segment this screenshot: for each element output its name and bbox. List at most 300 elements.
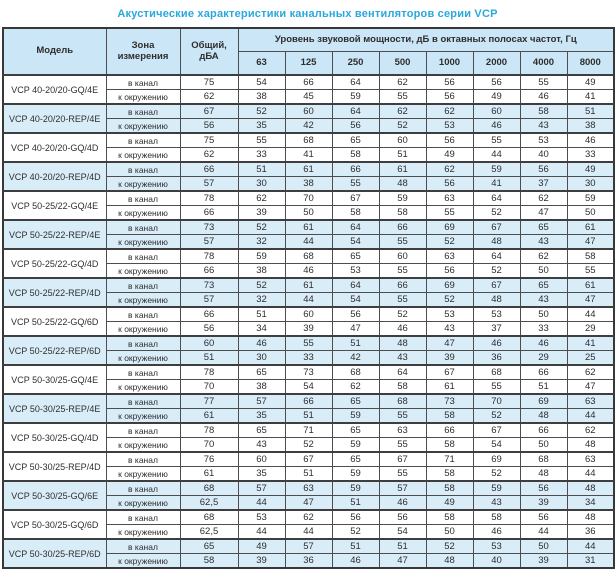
- sound-level-cell: 40: [473, 554, 520, 569]
- sound-level-cell: 65: [332, 423, 379, 438]
- sound-level-cell: 71: [426, 452, 473, 467]
- table-row: [3, 133, 614, 148]
- table-row: [3, 481, 614, 496]
- sound-level-cell: 55: [379, 409, 426, 424]
- column-header-frequency: 2000: [473, 52, 520, 76]
- total-dba-cell: 56: [180, 119, 238, 134]
- sound-level-cell: 38: [238, 380, 285, 395]
- model-cell: VCP 50-25/22-REP/4E: [3, 220, 106, 249]
- sound-level-cell: 56: [520, 510, 567, 525]
- sound-level-cell: 33: [285, 351, 332, 366]
- zone-cell: к окружению: [106, 438, 180, 453]
- sound-level-cell: 53: [238, 510, 285, 525]
- total-dba-cell: 65: [180, 539, 238, 554]
- zone-cell: в канал: [106, 162, 180, 177]
- sound-level-cell: 32: [238, 293, 285, 308]
- sound-level-cell: 58: [426, 467, 473, 482]
- sound-level-cell: 44: [238, 496, 285, 511]
- sound-level-cell: 43: [238, 438, 285, 453]
- sound-level-cell: 51: [332, 539, 379, 554]
- total-dba-cell: 57: [180, 293, 238, 308]
- column-header-frequency: 8000: [567, 52, 614, 76]
- table-row: [3, 191, 614, 206]
- sound-level-cell: 55: [379, 264, 426, 279]
- sound-level-cell: 29: [567, 322, 614, 337]
- acoustic-characteristics-table: [2, 27, 615, 569]
- sound-level-cell: 38: [567, 119, 614, 134]
- sound-level-cell: 67: [285, 452, 332, 467]
- table-row: [3, 539, 614, 554]
- sound-level-cell: 64: [473, 191, 520, 206]
- sound-level-cell: 51: [379, 148, 426, 163]
- zone-cell: к окружению: [106, 351, 180, 366]
- sound-level-cell: 55: [426, 206, 473, 221]
- sound-level-cell: 46: [332, 554, 379, 569]
- total-dba-cell: 76: [180, 452, 238, 467]
- sound-level-cell: 47: [567, 293, 614, 308]
- sound-level-cell: 34: [238, 322, 285, 337]
- sound-level-cell: 65: [332, 249, 379, 264]
- sound-level-cell: 60: [379, 133, 426, 148]
- sound-level-cell: 58: [426, 481, 473, 496]
- sound-level-cell: 48: [520, 409, 567, 424]
- sound-level-cell: 47: [567, 380, 614, 395]
- sound-level-cell: 62: [332, 380, 379, 395]
- model-cell: VCP 50-30/25-GQ/6E: [3, 481, 106, 510]
- sound-level-cell: 61: [285, 278, 332, 293]
- sound-level-cell: 35: [238, 119, 285, 134]
- sound-level-cell: 62: [520, 191, 567, 206]
- total-dba-cell: 68: [180, 481, 238, 496]
- total-dba-cell: 56: [180, 322, 238, 337]
- sound-level-cell: 32: [238, 235, 285, 250]
- sound-level-cell: 63: [379, 423, 426, 438]
- sound-level-cell: 55: [473, 380, 520, 395]
- zone-cell: к окружению: [106, 148, 180, 163]
- sound-level-cell: 62: [379, 104, 426, 119]
- sound-level-cell: 55: [285, 336, 332, 351]
- sound-level-cell: 58: [379, 206, 426, 221]
- sound-level-cell: 58: [426, 510, 473, 525]
- sound-level-cell: 69: [426, 220, 473, 235]
- sound-level-cell: 47: [567, 235, 614, 250]
- sound-level-cell: 52: [238, 278, 285, 293]
- sound-level-cell: 64: [332, 278, 379, 293]
- sound-level-cell: 68: [379, 394, 426, 409]
- sound-level-cell: 53: [473, 307, 520, 322]
- total-dba-cell: 78: [180, 191, 238, 206]
- sound-level-cell: 70: [473, 394, 520, 409]
- sound-level-cell: 56: [520, 481, 567, 496]
- sound-level-cell: 58: [379, 380, 426, 395]
- sound-level-cell: 59: [567, 191, 614, 206]
- zone-cell: к окружению: [106, 206, 180, 221]
- column-header-frequency: 250: [332, 52, 379, 76]
- sound-level-cell: 65: [332, 394, 379, 409]
- sound-level-cell: 50: [520, 438, 567, 453]
- sound-level-cell: 62: [238, 191, 285, 206]
- sound-level-cell: 37: [520, 177, 567, 192]
- model-cell: VCP 40-20/20-GQ/4E: [3, 75, 106, 104]
- sound-level-cell: 46: [520, 90, 567, 105]
- sound-level-cell: 62: [520, 249, 567, 264]
- sound-level-cell: 65: [520, 278, 567, 293]
- sound-level-cell: 34: [567, 496, 614, 511]
- sound-level-cell: 73: [426, 394, 473, 409]
- sound-level-cell: 62: [567, 423, 614, 438]
- sound-level-cell: 37: [473, 322, 520, 337]
- sound-level-cell: 40: [520, 148, 567, 163]
- sound-level-cell: 48: [379, 177, 426, 192]
- zone-cell: в канал: [106, 481, 180, 496]
- table-row: [3, 162, 614, 177]
- table-row: [3, 104, 614, 119]
- model-cell: VCP 50-25/22-REP/4D: [3, 278, 106, 307]
- sound-level-cell: 57: [379, 481, 426, 496]
- zone-cell: в канал: [106, 133, 180, 148]
- total-dba-cell: 58: [180, 554, 238, 569]
- sound-level-cell: 57: [238, 394, 285, 409]
- sound-level-cell: 51: [238, 162, 285, 177]
- sound-level-cell: 49: [426, 148, 473, 163]
- sound-level-cell: 39: [520, 554, 567, 569]
- sound-level-cell: 62: [426, 162, 473, 177]
- sound-level-cell: 51: [285, 409, 332, 424]
- sound-level-cell: 71: [285, 423, 332, 438]
- sound-level-cell: 73: [285, 365, 332, 380]
- sound-level-cell: 56: [332, 307, 379, 322]
- sound-level-cell: 58: [332, 148, 379, 163]
- sound-level-cell: 35: [238, 409, 285, 424]
- sound-level-cell: 54: [379, 525, 426, 540]
- sound-level-cell: 59: [332, 409, 379, 424]
- total-dba-cell: 68: [180, 510, 238, 525]
- sound-level-cell: 65: [238, 365, 285, 380]
- sound-level-cell: 64: [332, 220, 379, 235]
- sound-level-cell: 43: [520, 119, 567, 134]
- sound-level-cell: 49: [567, 162, 614, 177]
- sound-level-cell: 59: [473, 481, 520, 496]
- sound-level-cell: 41: [473, 177, 520, 192]
- sound-level-cell: 56: [426, 264, 473, 279]
- sound-level-cell: 60: [285, 104, 332, 119]
- sound-level-cell: 64: [332, 75, 379, 90]
- sound-level-cell: 58: [567, 249, 614, 264]
- sound-level-cell: 61: [426, 380, 473, 395]
- total-dba-cell: 62,5: [180, 525, 238, 540]
- total-dba-cell: 78: [180, 423, 238, 438]
- sound-level-cell: 61: [285, 220, 332, 235]
- zone-cell: в канал: [106, 191, 180, 206]
- sound-level-cell: 46: [473, 119, 520, 134]
- sound-level-cell: 69: [473, 452, 520, 467]
- sound-level-cell: 46: [379, 496, 426, 511]
- sound-level-cell: 54: [473, 438, 520, 453]
- column-header-frequency: 4000: [520, 52, 567, 76]
- model-cell: VCP 40-20/20-REP/4E: [3, 104, 106, 133]
- table-row: [3, 336, 614, 351]
- sound-level-cell: 51: [332, 496, 379, 511]
- total-dba-cell: 73: [180, 278, 238, 293]
- sound-level-cell: 47: [332, 322, 379, 337]
- table-row: [3, 510, 614, 525]
- column-header-frequency: 63: [238, 52, 285, 76]
- sound-level-cell: 30: [567, 177, 614, 192]
- sound-level-cell: 46: [567, 133, 614, 148]
- sound-level-cell: 65: [332, 452, 379, 467]
- sound-level-cell: 39: [426, 351, 473, 366]
- table-row: [3, 365, 614, 380]
- sound-level-cell: 33: [567, 148, 614, 163]
- total-dba-cell: 75: [180, 133, 238, 148]
- sound-level-cell: 43: [426, 322, 473, 337]
- sound-level-cell: 52: [473, 264, 520, 279]
- sound-level-cell: 52: [332, 525, 379, 540]
- sound-level-cell: 47: [426, 336, 473, 351]
- total-dba-cell: 60: [180, 336, 238, 351]
- sound-level-cell: 66: [520, 423, 567, 438]
- sound-level-cell: 55: [473, 133, 520, 148]
- sound-level-cell: 67: [332, 191, 379, 206]
- sound-level-cell: 65: [238, 423, 285, 438]
- sound-level-cell: 52: [379, 119, 426, 134]
- column-header-model: Модель: [3, 28, 106, 75]
- zone-cell: к окружению: [106, 322, 180, 337]
- zone-cell: к окружению: [106, 525, 180, 540]
- sound-level-cell: 33: [238, 148, 285, 163]
- sound-level-cell: 44: [238, 525, 285, 540]
- sound-level-cell: 56: [426, 75, 473, 90]
- sound-level-cell: 54: [332, 235, 379, 250]
- sound-level-cell: 70: [285, 191, 332, 206]
- sound-level-cell: 51: [520, 380, 567, 395]
- sound-level-cell: 55: [379, 438, 426, 453]
- sound-level-cell: 60: [238, 452, 285, 467]
- total-dba-cell: 70: [180, 438, 238, 453]
- sound-level-cell: 47: [379, 554, 426, 569]
- total-dba-cell: 66: [180, 206, 238, 221]
- total-dba-cell: 51: [180, 351, 238, 366]
- total-dba-cell: 66: [180, 307, 238, 322]
- sound-level-cell: 66: [426, 423, 473, 438]
- total-dba-cell: 62: [180, 148, 238, 163]
- sound-level-cell: 51: [285, 467, 332, 482]
- sound-level-cell: 39: [285, 322, 332, 337]
- model-cell: VCP 50-30/25-GQ/4D: [3, 423, 106, 452]
- model-cell: VCP 50-30/25-REP/4E: [3, 394, 106, 423]
- sound-level-cell: 54: [285, 380, 332, 395]
- sound-level-cell: 55: [379, 235, 426, 250]
- sound-level-cell: 64: [473, 249, 520, 264]
- sound-level-cell: 49: [567, 75, 614, 90]
- sound-level-cell: 25: [567, 351, 614, 366]
- zone-cell: к окружению: [106, 177, 180, 192]
- sound-level-cell: 61: [285, 162, 332, 177]
- sound-level-cell: 68: [285, 133, 332, 148]
- sound-level-cell: 41: [285, 148, 332, 163]
- sound-level-cell: 49: [238, 539, 285, 554]
- sound-level-cell: 65: [332, 133, 379, 148]
- zone-cell: в канал: [106, 249, 180, 264]
- sound-level-cell: 66: [332, 162, 379, 177]
- zone-cell: в канал: [106, 336, 180, 351]
- sound-level-cell: 44: [285, 525, 332, 540]
- total-dba-cell: 73: [180, 220, 238, 235]
- sound-level-cell: 39: [520, 496, 567, 511]
- sound-level-cell: 47: [520, 206, 567, 221]
- zone-cell: в канал: [106, 365, 180, 380]
- sound-level-cell: 52: [426, 235, 473, 250]
- total-dba-cell: 75: [180, 75, 238, 90]
- sound-level-cell: 31: [567, 554, 614, 569]
- sound-level-cell: 29: [520, 351, 567, 366]
- sound-level-cell: 52: [285, 438, 332, 453]
- sound-level-cell: 62: [426, 104, 473, 119]
- zone-cell: в канал: [106, 104, 180, 119]
- sound-level-cell: 33: [520, 322, 567, 337]
- total-dba-cell: 66: [180, 162, 238, 177]
- zone-cell: в канал: [106, 539, 180, 554]
- sound-level-cell: 54: [238, 75, 285, 90]
- sound-level-cell: 35: [238, 467, 285, 482]
- sound-level-cell: 59: [473, 162, 520, 177]
- table-row: [3, 249, 614, 264]
- sound-level-cell: 68: [473, 365, 520, 380]
- sound-level-cell: 50: [520, 264, 567, 279]
- column-header-frequency: 125: [285, 52, 332, 76]
- sound-level-cell: 48: [379, 336, 426, 351]
- sound-level-cell: 42: [285, 119, 332, 134]
- sound-level-cell: 53: [426, 119, 473, 134]
- sound-level-cell: 59: [332, 481, 379, 496]
- sound-level-cell: 49: [473, 90, 520, 105]
- sound-level-cell: 52: [473, 409, 520, 424]
- sound-level-cell: 44: [567, 409, 614, 424]
- column-header-frequency: 500: [379, 52, 426, 76]
- sound-level-cell: 38: [238, 90, 285, 105]
- sound-level-cell: 30: [238, 351, 285, 366]
- sound-level-cell: 53: [520, 133, 567, 148]
- sound-level-cell: 48: [426, 554, 473, 569]
- sound-level-cell: 55: [238, 133, 285, 148]
- sound-level-cell: 52: [426, 293, 473, 308]
- sound-level-cell: 52: [426, 539, 473, 554]
- total-dba-cell: 57: [180, 177, 238, 192]
- total-dba-cell: 66: [180, 264, 238, 279]
- zone-cell: к окружению: [106, 119, 180, 134]
- sound-level-cell: 68: [285, 249, 332, 264]
- sound-level-cell: 51: [379, 539, 426, 554]
- sound-level-cell: 43: [520, 235, 567, 250]
- column-header-zone: Зона измерения: [106, 28, 180, 75]
- sound-level-cell: 66: [379, 278, 426, 293]
- model-cell: VCP 50-30/25-GQ/6D: [3, 510, 106, 539]
- total-dba-cell: 61: [180, 467, 238, 482]
- sound-level-cell: 67: [473, 278, 520, 293]
- sound-level-cell: 67: [473, 423, 520, 438]
- sound-level-cell: 59: [332, 90, 379, 105]
- sound-level-cell: 65: [520, 220, 567, 235]
- sound-level-cell: 56: [379, 510, 426, 525]
- sound-level-cell: 52: [238, 220, 285, 235]
- zone-cell: к окружению: [106, 293, 180, 308]
- sound-level-cell: 44: [567, 467, 614, 482]
- sound-level-cell: 60: [285, 307, 332, 322]
- sound-level-cell: 60: [379, 249, 426, 264]
- sound-level-cell: 46: [520, 336, 567, 351]
- sound-level-cell: 55: [332, 177, 379, 192]
- sound-level-cell: 56: [426, 90, 473, 105]
- sound-level-cell: 55: [379, 293, 426, 308]
- model-cell: VCP 40-20/20-GQ/4D: [3, 133, 106, 162]
- sound-level-cell: 41: [567, 336, 614, 351]
- table-row: [3, 423, 614, 438]
- sound-level-cell: 59: [332, 438, 379, 453]
- zone-cell: в канал: [106, 452, 180, 467]
- table-header: [3, 28, 614, 75]
- page-title: Акустические характеристики канальных вентиляторов серии VCP: [117, 8, 498, 20]
- sound-level-cell: 48: [473, 235, 520, 250]
- sound-level-cell: 64: [332, 104, 379, 119]
- table-body: [3, 75, 614, 568]
- sound-level-cell: 62: [567, 365, 614, 380]
- sound-level-cell: 42: [332, 351, 379, 366]
- table-row: [3, 394, 614, 409]
- sound-level-cell: 46: [285, 264, 332, 279]
- sound-level-cell: 51: [332, 336, 379, 351]
- zone-cell: к окружению: [106, 380, 180, 395]
- zone-cell: в канал: [106, 423, 180, 438]
- model-cell: VCP 50-30/25-GQ/4E: [3, 365, 106, 394]
- sound-level-cell: 53: [332, 264, 379, 279]
- zone-cell: к окружению: [106, 496, 180, 511]
- sound-level-cell: 66: [379, 220, 426, 235]
- sound-level-cell: 43: [473, 496, 520, 511]
- zone-cell: в канал: [106, 307, 180, 322]
- sound-level-cell: 48: [567, 510, 614, 525]
- sound-level-cell: 66: [285, 394, 332, 409]
- sound-level-cell: 44: [473, 148, 520, 163]
- sound-level-cell: 55: [567, 264, 614, 279]
- total-dba-cell: 61: [180, 409, 238, 424]
- sound-level-cell: 50: [520, 307, 567, 322]
- sound-level-cell: 56: [332, 510, 379, 525]
- model-cell: VCP 40-20/20-REP/4D: [3, 162, 106, 191]
- sound-level-cell: 43: [520, 293, 567, 308]
- sound-level-cell: 67: [426, 365, 473, 380]
- sound-level-cell: 58: [426, 438, 473, 453]
- model-cell: VCP 50-25/22-GQ/4E: [3, 191, 106, 220]
- sound-level-cell: 63: [567, 452, 614, 467]
- zone-cell: к окружению: [106, 264, 180, 279]
- sound-level-cell: 52: [473, 467, 520, 482]
- sound-level-cell: 64: [379, 365, 426, 380]
- zone-cell: к окружению: [106, 467, 180, 482]
- sound-level-cell: 44: [567, 307, 614, 322]
- sound-level-cell: 55: [520, 75, 567, 90]
- sound-level-cell: 48: [567, 438, 614, 453]
- model-cell: VCP 50-25/22-REP/6D: [3, 336, 106, 365]
- zone-cell: к окружению: [106, 409, 180, 424]
- sound-level-cell: 51: [238, 307, 285, 322]
- zone-cell: в канал: [106, 75, 180, 90]
- sound-level-cell: 50: [520, 539, 567, 554]
- total-dba-cell: 77: [180, 394, 238, 409]
- total-dba-cell: 57: [180, 235, 238, 250]
- sound-level-cell: 57: [238, 481, 285, 496]
- model-cell: VCP 50-25/22-GQ/6D: [3, 307, 106, 336]
- sound-level-cell: 38: [285, 177, 332, 192]
